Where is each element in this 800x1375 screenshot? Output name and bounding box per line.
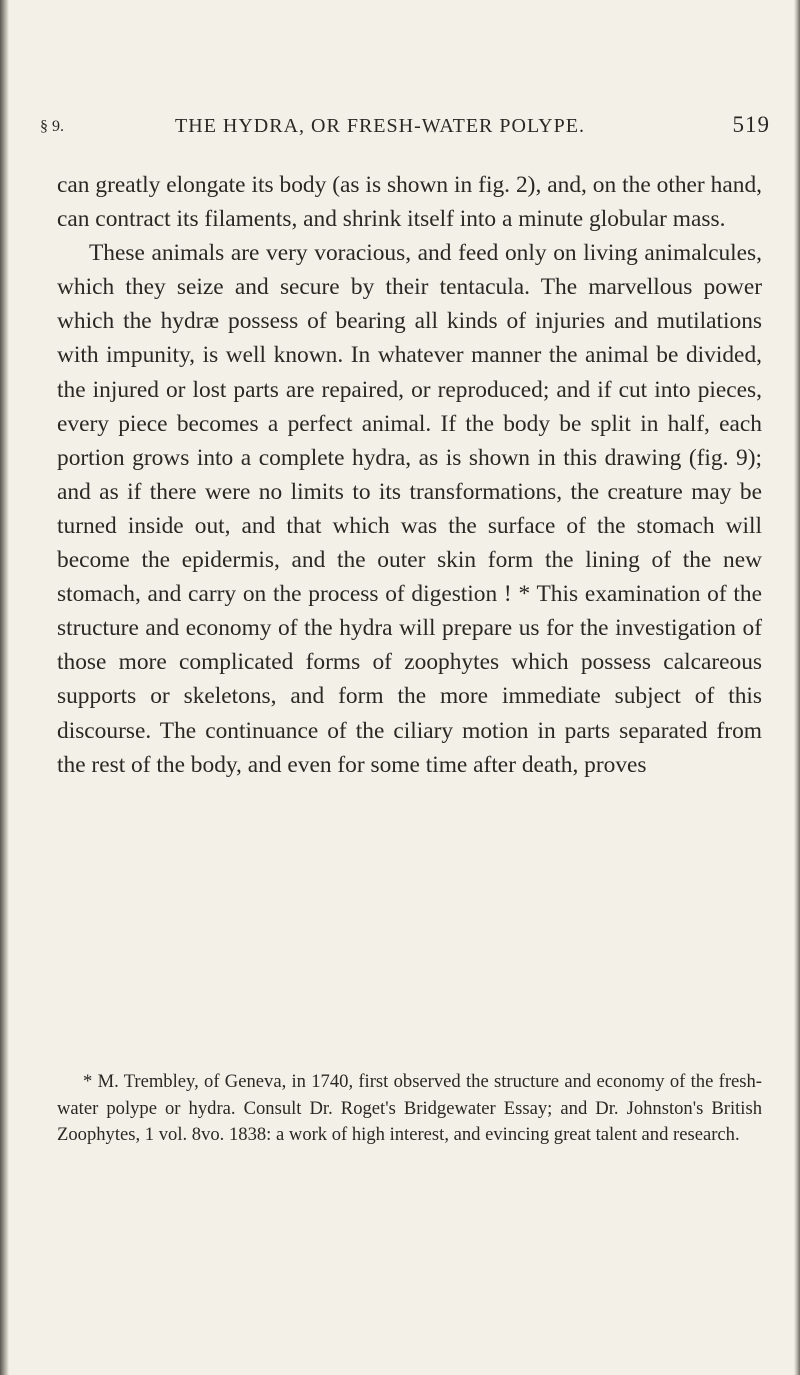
paragraph-continued: can greatly elongate its body (as is shown in fig. 2), and, on the other hand, can contract its filaments, and shrink itself into a minute globular mass. (57, 172, 762, 233)
section-number: § 9. (40, 118, 64, 135)
running-title: THE HYDRA, OR FRESH-WATER POLYPE. (175, 115, 585, 137)
main-text (57, 168, 762, 782)
footnote (57, 1069, 762, 1149)
paragraph: These animals are very voracious, and feed only on living animalcules, which they seize and secure by their tentacula. The marvellous power which the hydræ possess of bearing all kinds of injuries and mutilations with impunity, is well known. In whatever manner the animal be divided, the injured or lost parts are repaired, or reproduced; and if cut into pieces, every piece becomes a perfect animal. If the body be split in half, each portion grows into a complete hydra, as is shown in this drawing (fig. 9); and as if there were no limits to its transformations, the creature may be turned inside out, and that which was the surface of the stomach will become the epidermis, and the outer skin form the lining of the new stomach, and carry on the process of digestion ! * This examination of the structure and economy of the hydra will prepare us for the investigation of those more complicated forms of zoophytes which possess calcareous supports or skeletons, and form the more immediate subject of this discourse. The continuance of the ciliary motion in parts separated from the rest of the body, and even for some time after death, proves (57, 240, 762, 778)
page-edge-right (794, 0, 800, 1375)
binding-edge-left (0, 0, 9, 1375)
page-number: 519 (732, 112, 770, 137)
running-header (40, 112, 770, 146)
footnote-text: * M. Trembley, of Geneva, in 1740, first observed the structure and economy of the fresh-water polype or hydra. Consult Dr. Roget's Bridgewater Essay; and Dr. Johnston's British Zoophytes, 1 vol. 8vo. 1838: a work of high interest, and evincing great talent and research. (57, 1071, 762, 1146)
